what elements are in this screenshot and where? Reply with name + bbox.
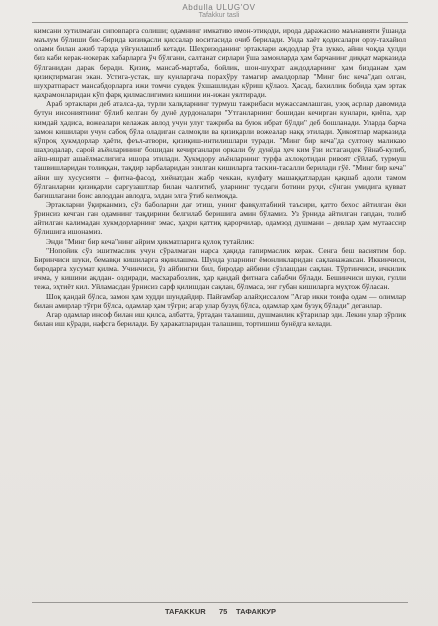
paragraph-4: Энди "Минг бир кеча"нинг айрим ҳикматларига қулоқ тутайлик: (46, 236, 255, 246)
footer-title-latin: TAFAKKUR (165, 607, 206, 616)
header-author: Abdulla ULUG'OV (182, 3, 256, 12)
paragraph-6: Шоқ қандай бўлса, замон ҳам худди шундайдир. Пайғамбар алайҳиссалом "Агар икки тоифа одам — олимлар билан амирлар тўғри бўлса, одамлар ҳам тўғри; агар улар бузуқ бўлса, одамлар ҳам бузуқ бўлади" деганлар. (34, 291, 406, 310)
footer-rule (32, 602, 408, 603)
header-rule (32, 22, 408, 23)
paragraph-7: Агар одамлар инсоф билан иш қилса, албатта, ўртадан талашиш, душманлик кўтарилар эди. Лекин улар зўрлик билан иш кўради, нафсга берилади. Бу ҳаракатларидан талашиш, тортишиш бунёдга келади. (34, 309, 406, 328)
paragraph-1: кимсани хутилмаган сиповпарга солиши; одамнинг имкатию имон-этиқоди, ирода даражасию маънавияти ўшанда маълум бўлиши бис-бирида кизиқасли қиссалар воситасида очиб берилади. Унда хаёт қодисалари орзу-тахайюл олами билан ажиб тарзда уйғунлашиб кетади. Шеҳризоданинг эртаклари аждодлар ўта зукко, айни чоқда ҳулди биз каби керак-нокерак хабарларга ўч бўлгани, салтанат сирлари ўша замонларда ҳам барчанинг диққат марказида бўлганидан дарак беради. Қизиқ, мансаб-мартаба, бойлик, шон-шуҳрат аждодларнинг ҳам бизданам ҳам қизиқтирмаган экан. Устига-устак, шу кунларгача порахўру тамагир амалдорлар "Минг бис кеча"дап олган, шуҳратпараст мансабдорларга ижи томчи сувдек ўхшашлидан кўриш қўлаоз. Ҳасад, бахиллик бобида ҳам эртак қаҳрамонларидан кўп фарқ қилмаслигимиз кишини ин-ижан уялтиради. (34, 26, 406, 100)
paragraph-3: Эртакларни ўқирканмиз, сўз баболарни дағ этиш, унинг фавқултабиий таъсири, қатто бехос айтилган ёки ўринсиз кечган ган одамнинг тақдирини белгилаб беришига амин бўламиз. Уз ўрнида айтилган гапдан, толиб айтилган калимадан хукмдорларнинг эмас, ҳаҳри қаттиқ қарорчилар, одамзод душмани – девлар ҳам мутаассир бўлишига ишонамиз. (34, 199, 406, 237)
header-series: Tafakkur tasli (198, 12, 240, 19)
running-header (0, 3, 438, 20)
body-text (34, 26, 406, 328)
paragraph-5-quote: "Нопойик сўз эшитмаслик учун сўралмаган нарса ҳақида гапирмаслик керак. Сенга беш васиятим бор. Биринчиси шуки, бемавқи кишиларга яқинлашма. Шунда уларнинг ёмонликларидан сақланажаксан. Иккинчиси, биродарга хусумат қилма. Учинчиси, ўз айбингни бил, биродар айбини сўзлашдан сақлан. Тўртинчиси, ичкилик ичма, у кишини ақлдан- оздиради, масхарабозлик, ҳар қандай фитнага сабабчи бўлади. Бешинчиси шуки, гулли тежа, эҳтиёт кил. Уйламасдан ўрнисиз сарф қилишдан сақлан, бўлмаса, энг губан кишиларга муҳтож бўласан. (34, 245, 406, 292)
footer-title-cyrillic: ТАФАККУР (236, 607, 276, 616)
paragraph-2: Араб эртаклари деб аталса-да, турли халқларнинг турмуш тажрибаси мужассамлашган, узоқ асрлар давомида бутун инсониятнинг бўлиб келган бу дунё дурдоналари "Утганларнинг бошидан кечирган кунлари, қиёпа, ҳар кимдай ҳадиса, вожеалари келажак авлод учун улуг тажриба ва буюк ибрат бўлди" деб бошланади. Уларда барча замон кишилари учун сабоқ бўла оладиган салмоқли ва қизиқарли вожеалар наққ этилади. Ҳикоятлар марказида кўпроқ ҳукмдорлар ҳаёти, феъл-атвори, қизиқиш-интилишлари туради. "Минг бир кеча"да султону маликаю шаҳзодалар, сарой аъёнларининг бошидан кечирганлари оркали бу дунёда ҳеч ким ўзи истагандек ўйнаб-кулиб, айш-ишрат ашаёлмаслигига ишора этилади. Хукмдору аъёнларнинг турфа ахлоқотидан ривоят сўйлаб, турмуш ташвишларидан толиққан, тақдир зарбаларидан эзилган кишиларга таскин-тасалли берилади гўё. "Минг бир кеча" айни шу хусусияти – фитна-фасод, хиёнатдан жабр чеккан, кулфату машаққатлардан қақшаб адоли тамом бўлганларни қизиқарли саргузаштлар билан чалғитиб, уларнинг тусдаги ботини руҳи, сўнган умидига қувват бағишлагани боис авлоддан авлодга, элдан элга ўтиб келмоқда. (34, 99, 406, 200)
page-number: 75 (219, 607, 228, 616)
